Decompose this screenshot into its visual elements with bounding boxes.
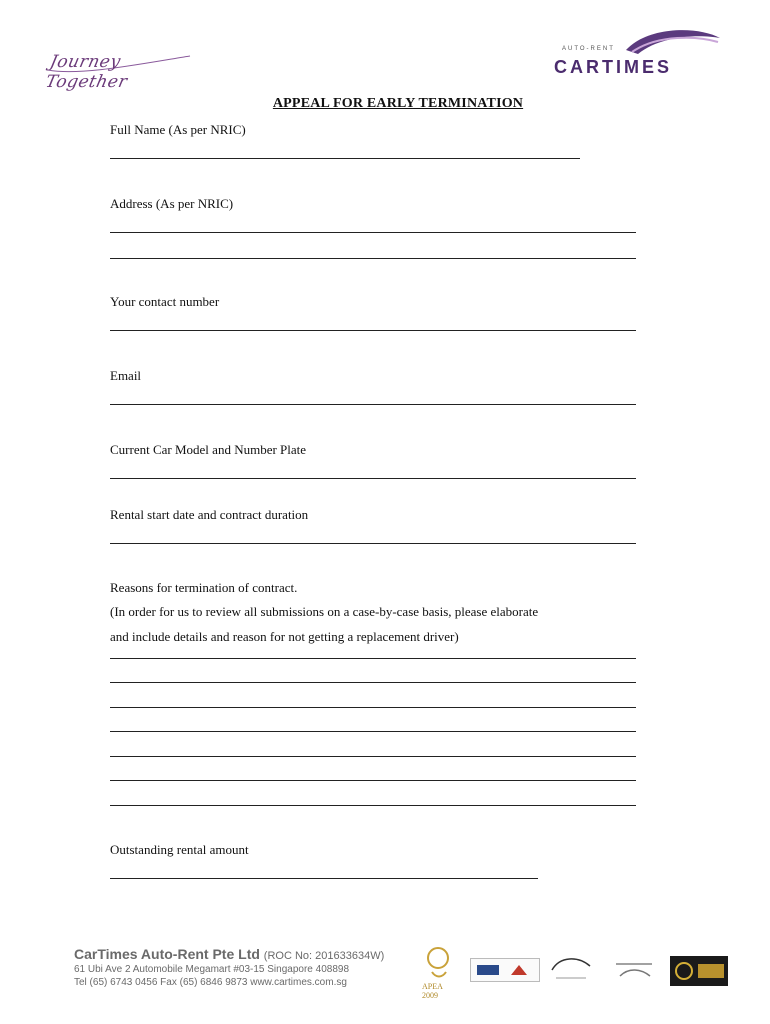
contact-number-label: Your contact number <box>110 294 220 309</box>
auto-rent-text: AUTO-RENT <box>562 46 615 52</box>
full-name-field[interactable] <box>110 158 580 159</box>
reason-field-line-4[interactable] <box>110 731 636 732</box>
rental-start-label: Rental start date and contract duration <box>110 507 309 522</box>
address-field-line-1[interactable] <box>110 232 636 233</box>
termination-instructions-line-2: and include details and reason for not getting a replacement driver) <box>110 629 459 644</box>
rental-start-field[interactable] <box>110 543 636 544</box>
award-badge-2-icon <box>548 952 594 986</box>
award-badge-4-icon <box>670 956 728 986</box>
award-badge-3 <box>610 950 658 986</box>
cartimes-brand-text: CARTIMES <box>554 57 672 77</box>
reason-field-line-2[interactable] <box>110 682 636 683</box>
reason-field-line-5[interactable] <box>110 756 636 757</box>
award-badge-2 <box>548 952 594 986</box>
reason-field-line-7[interactable] <box>110 805 636 806</box>
reason-field-line-6[interactable] <box>110 780 636 781</box>
address-field-line-2[interactable] <box>110 258 636 259</box>
award-badge-4 <box>670 956 728 986</box>
roc-number: (ROC No: 201633634W) <box>263 950 385 962</box>
company-name: CarTimes Auto-Rent Pte Ltd <box>74 946 260 962</box>
reason-field-line-1[interactable] <box>110 658 636 659</box>
award-badge-1-icon <box>471 959 539 981</box>
full-name-label: Full Name (As per NRIC) <box>110 122 246 137</box>
apea-award-logo <box>420 944 456 1000</box>
award-badge-3-icon <box>610 950 658 986</box>
email-label: Email <box>110 368 142 383</box>
termination-reason-label: Reasons for termination of contract. <box>110 580 298 595</box>
reason-field-line-3[interactable] <box>110 707 636 708</box>
email-field[interactable] <box>110 404 636 405</box>
logo-script-text: Journey Together <box>43 52 130 92</box>
contact-number-field[interactable] <box>110 330 636 331</box>
address-label: Address (As per NRIC) <box>110 196 234 211</box>
page-title: APPEAL FOR EARLY TERMINATION <box>272 96 524 111</box>
apea-award-text: APEA 2009 <box>422 982 443 1000</box>
outstanding-amount-label: Outstanding rental amount <box>110 842 249 857</box>
outstanding-amount-field[interactable] <box>110 878 538 879</box>
footer-address: 61 Ubi Ave 2 Automobile Megamart #03-15 Singapore 408898 <box>74 964 350 975</box>
award-trophy-icon <box>420 944 456 984</box>
footer-contact: Tel (65) 6743 0456 Fax (65) 6846 9873 www.cartimes.com.sg <box>74 977 347 988</box>
award-badge-1 <box>470 958 540 982</box>
footer-company <box>74 946 384 962</box>
cartimes-logo <box>548 24 728 84</box>
car-model-label: Current Car Model and Number Plate <box>110 442 307 457</box>
journey-together-logo <box>40 44 200 92</box>
car-model-field[interactable] <box>110 478 636 479</box>
termination-instructions-line-1: (In order for us to review all submissions on a case-by-case basis, please elaborate <box>110 604 539 619</box>
